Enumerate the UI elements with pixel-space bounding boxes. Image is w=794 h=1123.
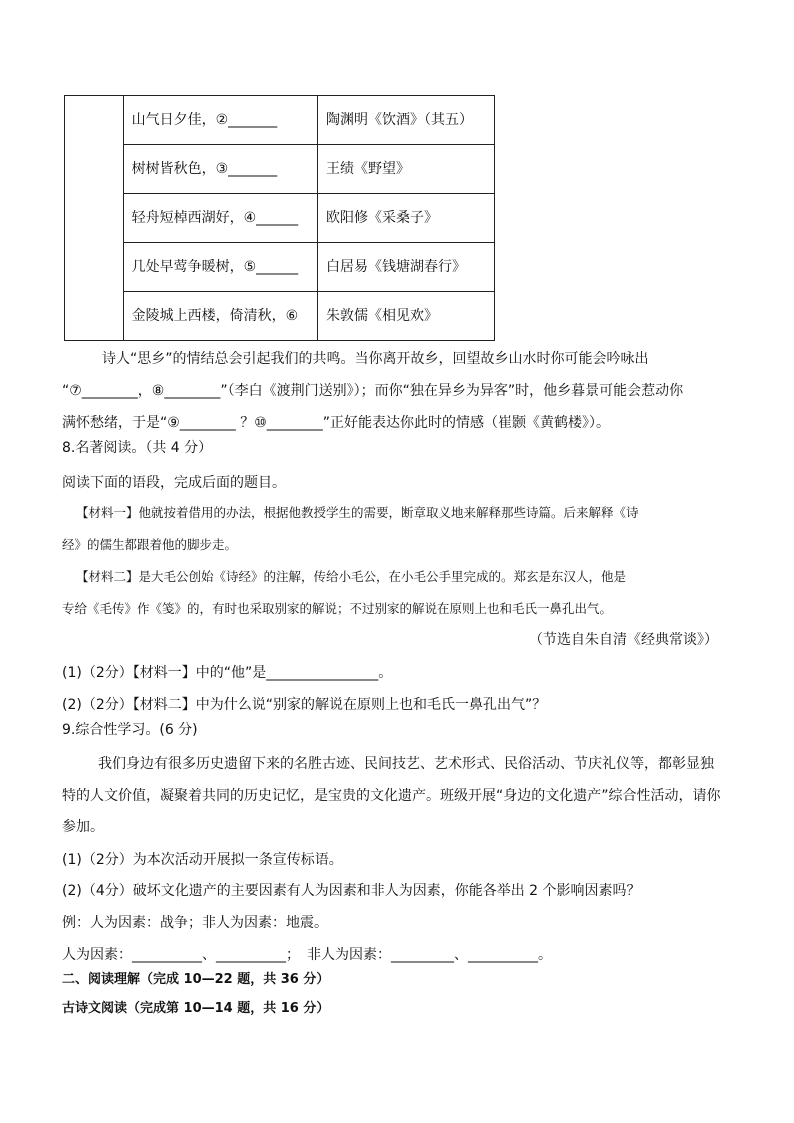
poem-line-cell: 轻舟短棹西湖好，④______ bbox=[123, 194, 317, 243]
poem-source-cell: 欧阳修《采桑子》 bbox=[318, 194, 495, 243]
poem-source-cell: 陶渊明《饮酒》（其五） bbox=[318, 96, 495, 145]
q8-title: 8.名著阅读。（共 4 分） bbox=[62, 440, 213, 456]
q8-sub1: (1)（2分）【材料一】中的“他”是________________。 bbox=[62, 665, 393, 681]
table-blank-cell bbox=[65, 96, 124, 341]
material-1-line-1: 【材料一】他就按着借用的办法，根据他教授学生的需要，断章取义地来解释那些诗篇。后来解释《诗 bbox=[76, 505, 639, 520]
homesick-line-3: 满怀愁绪，于是“⑨________ ？⑩________”正好能表达你此时的情感（崔颢《黄鹤楼》）。 bbox=[62, 415, 611, 431]
q9-para-line-2: 特的人文价值，凝聚着共同的历史记忆，是宝贵的文化遗产。班级开展“身边的文化遗产”综合性活动，请你 bbox=[62, 788, 721, 804]
q9-example: 例：人为因素：战争；非人为因素：地震。 bbox=[62, 915, 328, 931]
section-2-title: 二、阅读理解（完成 10—22 题，共 36 分） bbox=[62, 972, 330, 987]
q9-sub2: (2)（4分）破坏文化遗产的主要因素有人为因素和非人为因素，你能各举出 2 个影响因素吗？ bbox=[62, 883, 641, 899]
table-row bbox=[65, 145, 495, 194]
q8-intro: 阅读下面的语段，完成后面的题目。 bbox=[62, 475, 286, 491]
material-2-line-1: 【材料二】是大毛公创始《诗经》的注解，传给小毛公，在小毛公手里完成的。郑玄是东汉人，他是 bbox=[76, 569, 627, 584]
homesick-line-2: “⑦________，⑧________”（李白《渡荆门送别》）；而你“独在异乡为异客”时，他乡暮景可能会惹动你 bbox=[62, 383, 684, 399]
poem-line-cell: 树树皆秋色，③_______ bbox=[123, 145, 317, 194]
q9-para-line-3: 参加。 bbox=[62, 819, 104, 835]
poem-source-cell: 王绩《野望》 bbox=[318, 145, 495, 194]
material-2-line-2: 专给《毛传》作《笺》的，有时也采取别家的解说；不过别家的解说在原则上也和毛氏一鼻孔出气。 bbox=[62, 601, 613, 616]
section-2-subtitle: 古诗文阅读（完成第 10—14 题，共 16 分） bbox=[62, 1001, 330, 1016]
table-row bbox=[65, 292, 495, 341]
material-1-line-2: 经》的儒生都跟着他的脚步走。 bbox=[62, 537, 238, 552]
table-row bbox=[65, 243, 495, 292]
homesick-line-1: 诗人“思乡”的情结总会引起我们的共鸣。当你离开故乡，回望故乡山水时你可能会吟咏出 bbox=[102, 351, 649, 367]
q9-answer-line: 人为因素：__________、__________； 非人为因素：_________、__________。 bbox=[62, 947, 552, 963]
q9-para-line-1: 我们身边有很多历史遗留下来的名胜古迹、民间技艺、艺术形式、民俗活动、节庆礼仪等，都彰显独 bbox=[98, 756, 714, 772]
poem-line-cell: 山气日夕佳，②_______ bbox=[123, 96, 317, 145]
q8-sub2: (2)（2分）【材料二】中为什么说“别家的解说在原则上也和毛氏一鼻孔出气”？ bbox=[62, 697, 547, 713]
poem-table bbox=[64, 95, 495, 341]
table-row bbox=[65, 194, 495, 243]
poem-source-cell: 朱敦儒《相见欢》 bbox=[318, 292, 495, 341]
q9-title: 9.综合性学习。(6 分) bbox=[62, 722, 198, 738]
q9-sub1: (1)（2分）为本次活动开展拟一条宣传标语。 bbox=[62, 852, 343, 868]
poem-source-cell: 白居易《钱塘湖春行》 bbox=[318, 243, 495, 292]
table-row bbox=[65, 96, 495, 145]
poem-line-cell: 几处早莺争暖树，⑤______ bbox=[123, 243, 317, 292]
poem-line-cell: 金陵城上西楼，倚清秋，⑥ bbox=[123, 292, 317, 341]
q8-source: （节选自朱自清《经典常谈》） bbox=[529, 632, 718, 648]
